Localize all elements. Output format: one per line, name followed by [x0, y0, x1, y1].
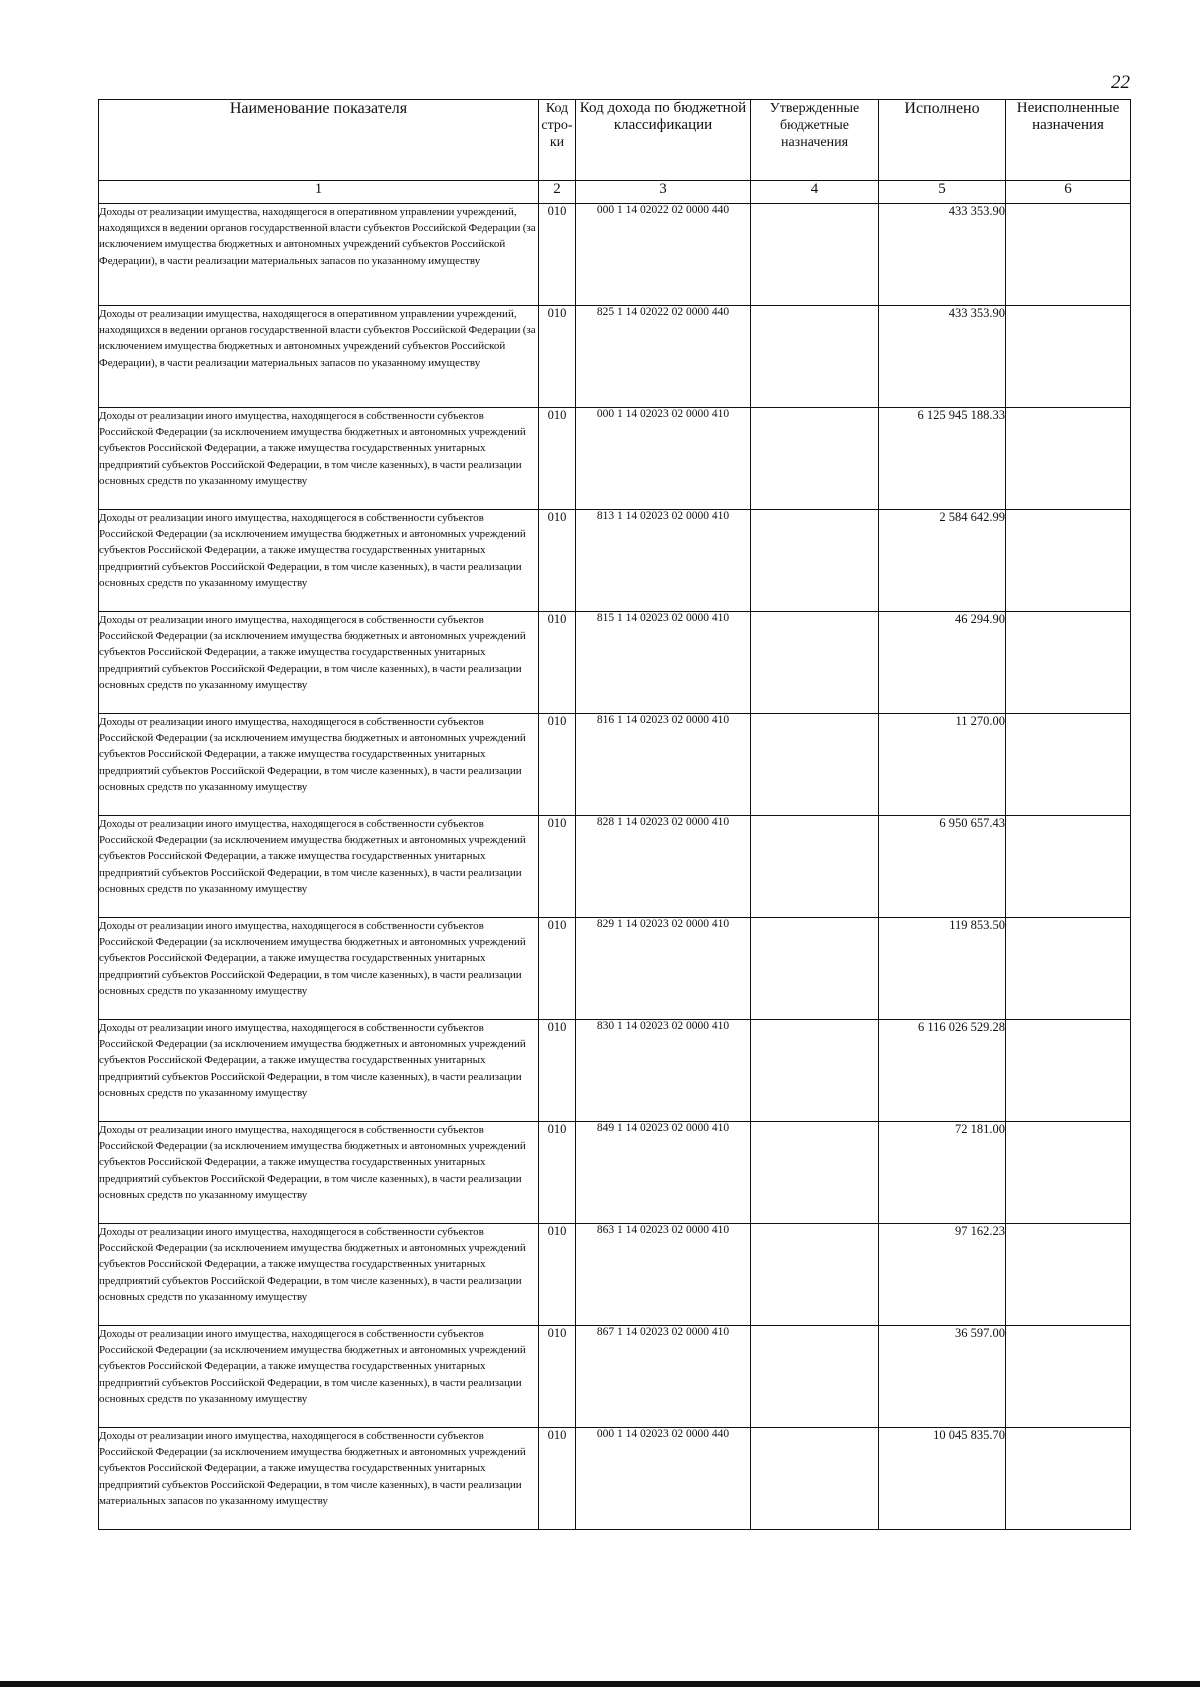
- row-executed: 36 597.00: [879, 1326, 1006, 1428]
- row-executed: 46 294.90: [879, 612, 1006, 714]
- row-unexecuted: [1006, 816, 1131, 918]
- row-approved: [751, 816, 879, 918]
- row-line-code: 010: [539, 918, 576, 1020]
- page-number: 22: [1111, 72, 1130, 93]
- row-approved: [751, 510, 879, 612]
- header-row: [99, 100, 1131, 181]
- row-income-code: 849 1 14 02023 02 0000 410: [576, 1122, 751, 1224]
- table-row: [99, 510, 1131, 612]
- row-unexecuted: [1006, 204, 1131, 306]
- row-unexecuted: [1006, 714, 1131, 816]
- row-executed: 6 116 026 529.28: [879, 1020, 1006, 1122]
- header-line-code: Код стро-ки: [539, 100, 576, 181]
- row-approved: [751, 612, 879, 714]
- row-executed: 97 162.23: [879, 1224, 1006, 1326]
- scan-bottom-edge: [0, 1681, 1200, 1687]
- row-name: Доходы от реализации иного имущества, находящегося в собственности субъектов Российской Федерации (за исключением имущества бюджетных и автономных учреждений субъектов Российской Федерации, а также имущества государственных унитарных предприятий субъектов Российской Федерации, в том числе казенных), в части реализации основных средств по указанному имуществу: [99, 1224, 539, 1326]
- row-income-code: 829 1 14 02023 02 0000 410: [576, 918, 751, 1020]
- row-income-code: 000 1 14 02023 02 0000 410: [576, 408, 751, 510]
- row-line-code: 010: [539, 510, 576, 612]
- row-name: Доходы от реализации иного имущества, находящегося в собственности субъектов Российской Федерации (за исключением имущества бюджетных и автономных учреждений субъектов Российской Федерации, а также имущества государственных унитарных предприятий субъектов Российской Федерации, в том числе казенных), в части реализации основных средств по указанному имуществу: [99, 1122, 539, 1224]
- row-name: Доходы от реализации иного имущества, находящегося в собственности субъектов Российской Федерации (за исключением имущества бюджетных и автономных учреждений субъектов Российской Федерации, а также имущества государственных унитарных предприятий субъектов Российской Федерации, в том числе казенных), в части реализации основных средств по указанному имуществу: [99, 918, 539, 1020]
- row-unexecuted: [1006, 1428, 1131, 1530]
- table-row: [99, 714, 1131, 816]
- column-number-row: [99, 181, 1131, 204]
- row-executed: 433 353.90: [879, 306, 1006, 408]
- row-income-code: 830 1 14 02023 02 0000 410: [576, 1020, 751, 1122]
- row-executed: 433 353.90: [879, 204, 1006, 306]
- row-approved: [751, 1122, 879, 1224]
- table-row: [99, 1224, 1131, 1326]
- row-unexecuted: [1006, 1224, 1131, 1326]
- row-executed: 2 584 642.99: [879, 510, 1006, 612]
- row-approved: [751, 1428, 879, 1530]
- row-approved: [751, 918, 879, 1020]
- row-executed: 11 270.00: [879, 714, 1006, 816]
- row-name: Доходы от реализации иного имущества, находящегося в собственности субъектов Российской Федерации (за исключением имущества бюджетных и автономных учреждений субъектов Российской Федерации, а также имущества государственных унитарных предприятий субъектов Российской Федерации, в том числе казенных), в части реализации материальных запасов по указанному имуществу: [99, 1428, 539, 1530]
- row-line-code: 010: [539, 306, 576, 408]
- header-name: Наименование показателя: [99, 100, 539, 181]
- row-line-code: 010: [539, 816, 576, 918]
- row-approved: [751, 1020, 879, 1122]
- row-income-code: 000 1 14 02022 02 0000 440: [576, 204, 751, 306]
- row-approved: [751, 714, 879, 816]
- header-executed: Исполнено: [879, 100, 1006, 181]
- table-row: [99, 1428, 1131, 1530]
- header-approved: Утвержденные бюджетные назначения: [751, 100, 879, 181]
- row-line-code: 010: [539, 1122, 576, 1224]
- row-name: Доходы от реализации иного имущества, находящегося в собственности субъектов Российской Федерации (за исключением имущества бюджетных и автономных учреждений субъектов Российской Федерации, а также имущества государственных унитарных предприятий субъектов Российской Федерации, в том числе казенных), в части реализации основных средств по указанному имуществу: [99, 510, 539, 612]
- row-executed: 6 950 657.43: [879, 816, 1006, 918]
- row-line-code: 010: [539, 408, 576, 510]
- row-line-code: 010: [539, 612, 576, 714]
- row-name: Доходы от реализации имущества, находящегося в оперативном управлении учреждений, находящихся в ведении органов государственной власти субъектов Российской Федерации (за исключением имущества бюджетных и автономных учреждений субъектов Российской Федерации), в части реализации материальных запасов по указанному имуществу: [99, 306, 539, 408]
- header-income-code: Код дохода по бюджетной классификации: [576, 100, 751, 181]
- column-number: 4: [751, 181, 879, 204]
- column-number: 6: [1006, 181, 1131, 204]
- row-income-code: 815 1 14 02023 02 0000 410: [576, 612, 751, 714]
- row-approved: [751, 204, 879, 306]
- table-row: [99, 1020, 1131, 1122]
- row-line-code: 010: [539, 1428, 576, 1530]
- row-unexecuted: [1006, 306, 1131, 408]
- table-row: [99, 204, 1131, 306]
- row-income-code: 828 1 14 02023 02 0000 410: [576, 816, 751, 918]
- row-line-code: 010: [539, 1224, 576, 1326]
- row-line-code: 010: [539, 204, 576, 306]
- table-row: [99, 1122, 1131, 1224]
- row-unexecuted: [1006, 510, 1131, 612]
- table-row: [99, 1326, 1131, 1428]
- table-row: [99, 816, 1131, 918]
- row-name: Доходы от реализации иного имущества, находящегося в собственности субъектов Российской Федерации (за исключением имущества бюджетных и автономных учреждений субъектов Российской Федерации, а также имущества государственных унитарных предприятий субъектов Российской Федерации, в том числе казенных), в части реализации основных средств по указанному имуществу: [99, 1326, 539, 1428]
- row-name: Доходы от реализации иного имущества, находящегося в собственности субъектов Российской Федерации (за исключением имущества бюджетных и автономных учреждений субъектов Российской Федерации, а также имущества государственных унитарных предприятий субъектов Российской Федерации, в том числе казенных), в части реализации основных средств по указанному имуществу: [99, 408, 539, 510]
- row-name: Доходы от реализации имущества, находящегося в оперативном управлении учреждений, находящихся в ведении органов государственной власти субъектов Российской Федерации (за исключением имущества бюджетных и автономных учреждений субъектов Российской Федерации), в части реализации материальных запасов по указанному имуществу: [99, 204, 539, 306]
- column-number: 3: [576, 181, 751, 204]
- row-executed: 10 045 835.70: [879, 1428, 1006, 1530]
- table-row: [99, 306, 1131, 408]
- column-number: 1: [99, 181, 539, 204]
- row-line-code: 010: [539, 1326, 576, 1428]
- row-executed: 72 181.00: [879, 1122, 1006, 1224]
- row-approved: [751, 408, 879, 510]
- header-unexecuted: Неисполненные назначения: [1006, 100, 1131, 181]
- row-line-code: 010: [539, 714, 576, 816]
- row-name: Доходы от реализации иного имущества, находящегося в собственности субъектов Российской Федерации (за исключением имущества бюджетных и автономных учреждений субъектов Российской Федерации, а также имущества государственных унитарных предприятий субъектов Российской Федерации, в том числе казенных), в части реализации основных средств по указанному имуществу: [99, 816, 539, 918]
- row-unexecuted: [1006, 1020, 1131, 1122]
- row-unexecuted: [1006, 612, 1131, 714]
- row-line-code: 010: [539, 1020, 576, 1122]
- column-number: 2: [539, 181, 576, 204]
- column-number: 5: [879, 181, 1006, 204]
- row-unexecuted: [1006, 408, 1131, 510]
- row-approved: [751, 1224, 879, 1326]
- row-name: Доходы от реализации иного имущества, находящегося в собственности субъектов Российской Федерации (за исключением имущества бюджетных и автономных учреждений субъектов Российской Федерации, а также имущества государственных унитарных предприятий субъектов Российской Федерации, в том числе казенных), в части реализации основных средств по указанному имуществу: [99, 612, 539, 714]
- row-approved: [751, 306, 879, 408]
- table-row: [99, 918, 1131, 1020]
- row-income-code: 816 1 14 02023 02 0000 410: [576, 714, 751, 816]
- row-unexecuted: [1006, 918, 1131, 1020]
- table-row: [99, 612, 1131, 714]
- row-unexecuted: [1006, 1326, 1131, 1428]
- row-name: Доходы от реализации иного имущества, находящегося в собственности субъектов Российской Федерации (за исключением имущества бюджетных и автономных учреждений субъектов Российской Федерации, а также имущества государственных унитарных предприятий субъектов Российской Федерации, в том числе казенных), в части реализации основных средств по указанному имуществу: [99, 714, 539, 816]
- row-executed: 119 853.50: [879, 918, 1006, 1020]
- row-income-code: 000 1 14 02023 02 0000 440: [576, 1428, 751, 1530]
- row-executed: 6 125 945 188.33: [879, 408, 1006, 510]
- row-approved: [751, 1326, 879, 1428]
- budget-income-table: [98, 99, 1131, 1530]
- table-row: [99, 408, 1131, 510]
- row-income-code: 863 1 14 02023 02 0000 410: [576, 1224, 751, 1326]
- row-name: Доходы от реализации иного имущества, находящегося в собственности субъектов Российской Федерации (за исключением имущества бюджетных и автономных учреждений субъектов Российской Федерации, а также имущества государственных унитарных предприятий субъектов Российской Федерации, в том числе казенных), в части реализации основных средств по указанному имуществу: [99, 1020, 539, 1122]
- row-income-code: 813 1 14 02023 02 0000 410: [576, 510, 751, 612]
- row-income-code: 867 1 14 02023 02 0000 410: [576, 1326, 751, 1428]
- row-income-code: 825 1 14 02022 02 0000 440: [576, 306, 751, 408]
- row-unexecuted: [1006, 1122, 1131, 1224]
